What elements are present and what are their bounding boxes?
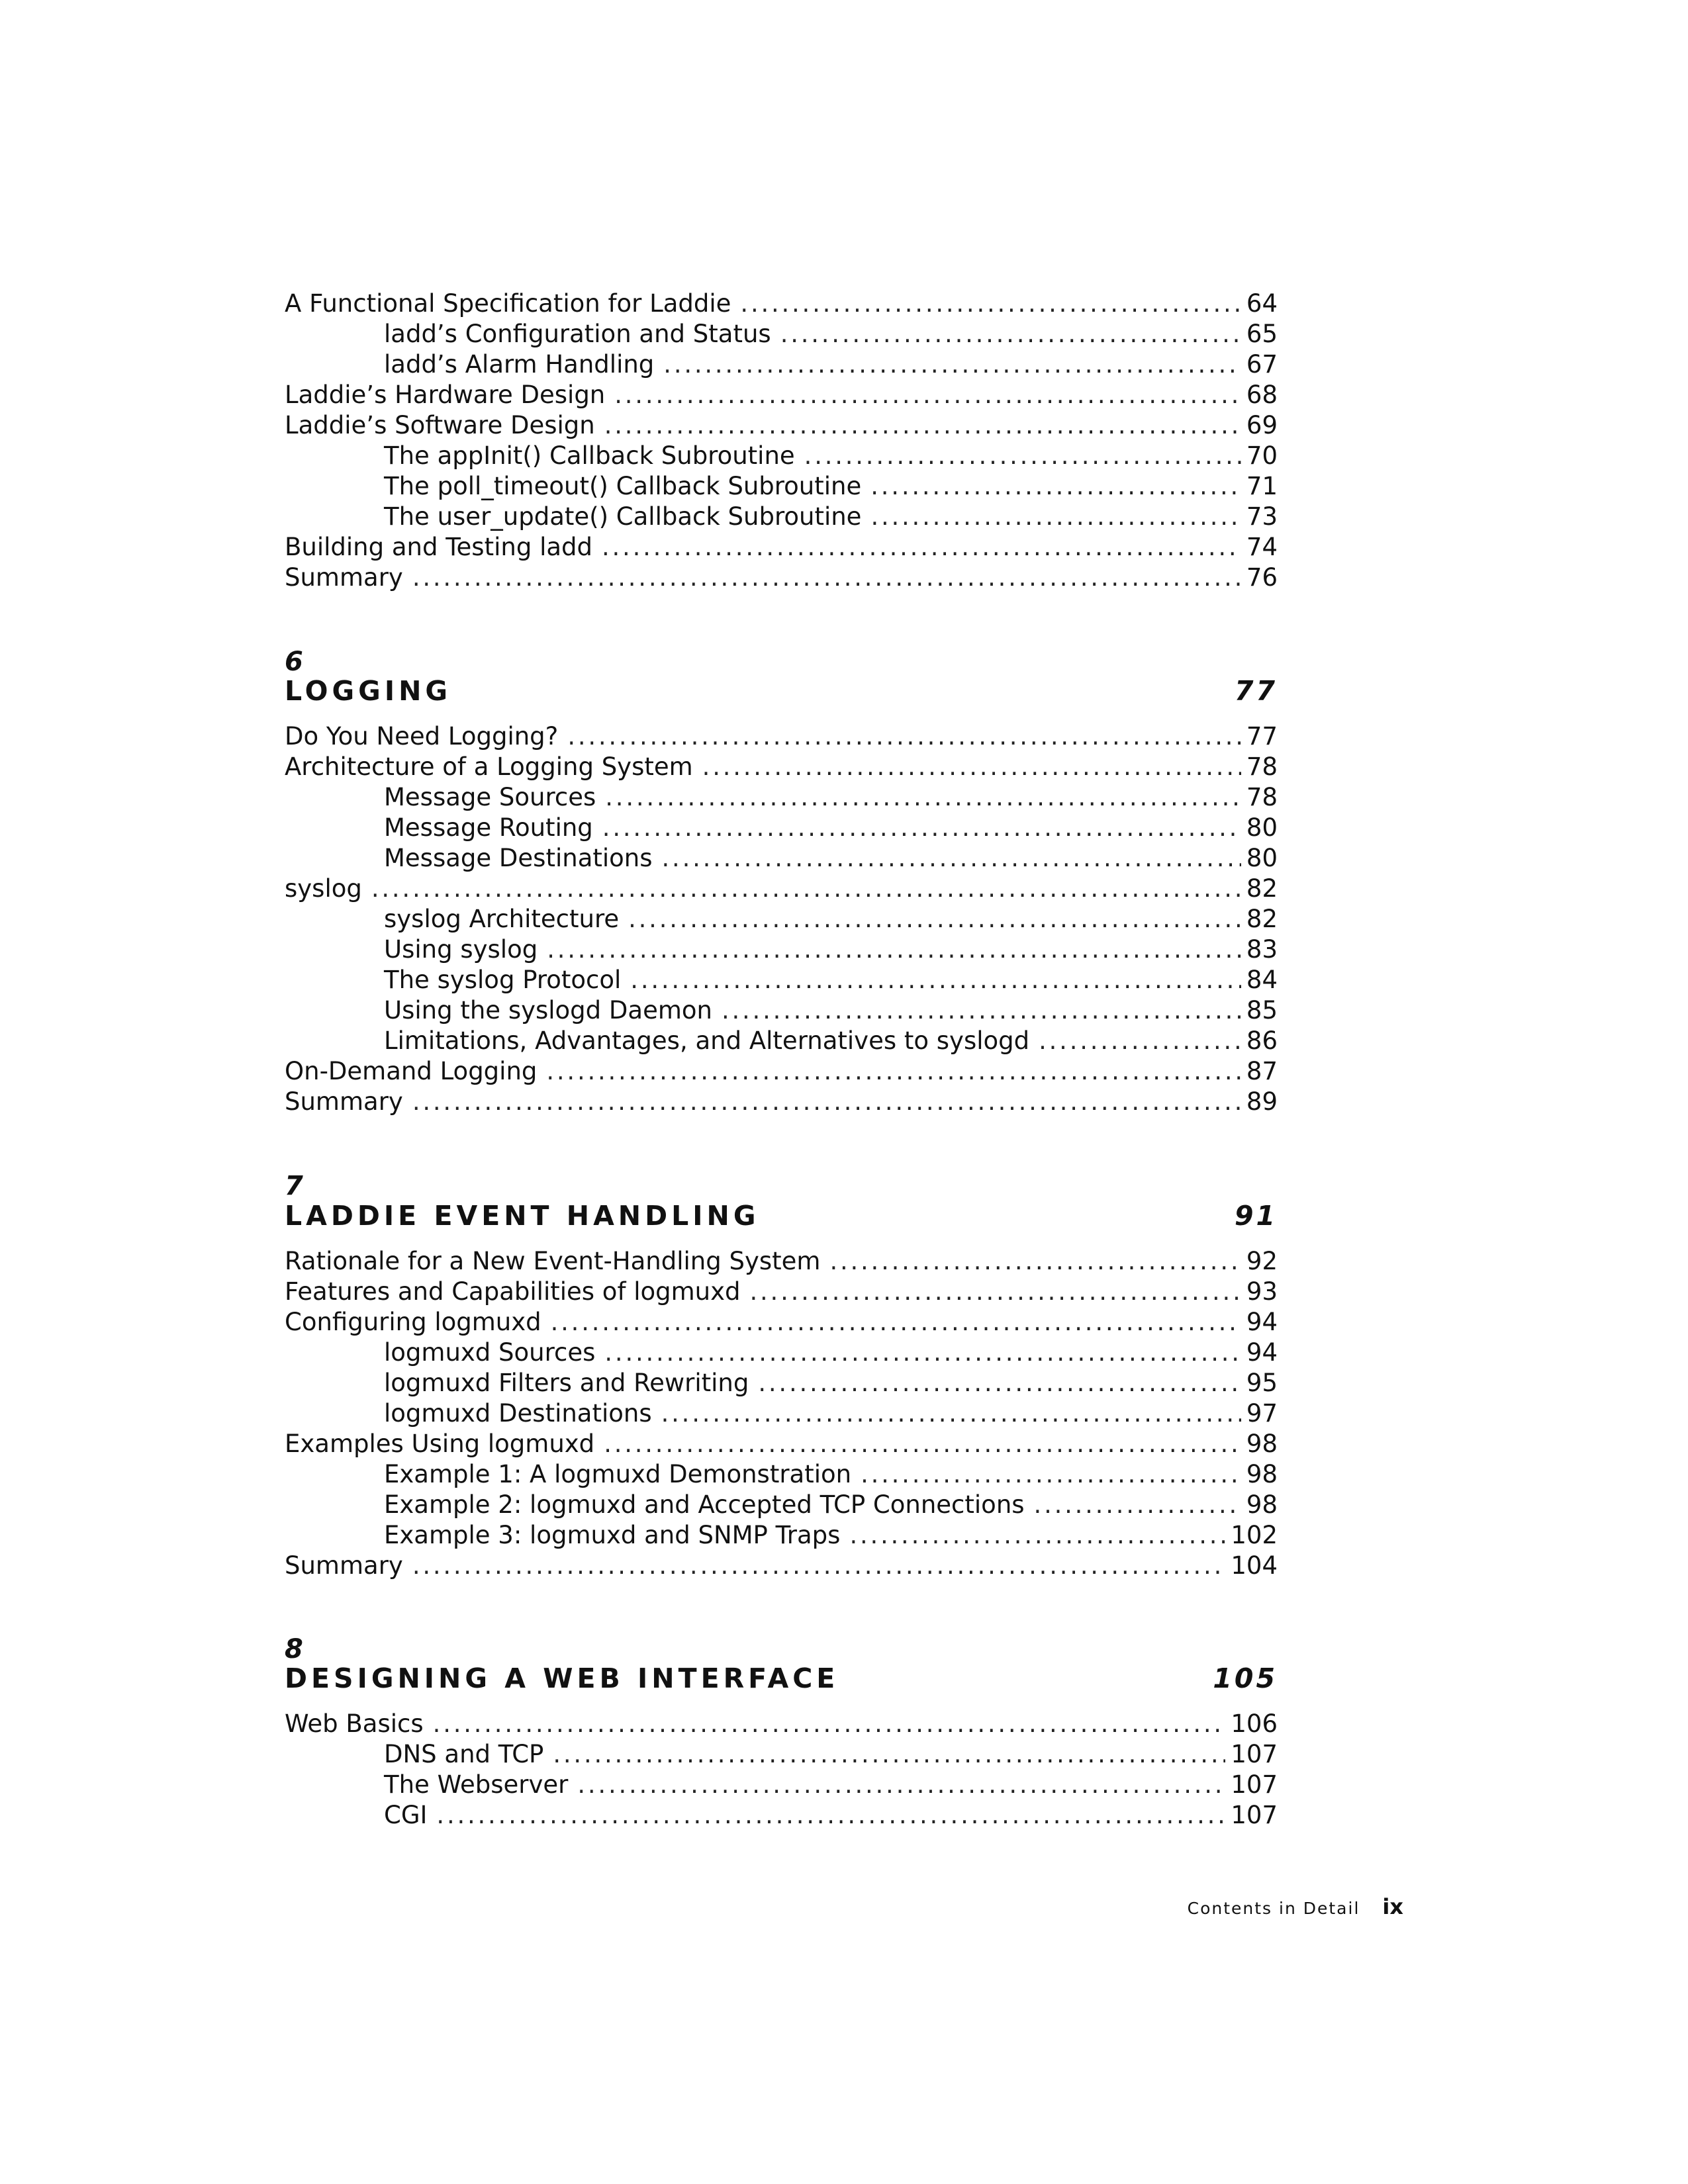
toc-entry-title: Examples Using logmuxd [285, 1430, 595, 1458]
toc-entry-page: 80 [1246, 813, 1278, 842]
chapter-number: 7 [285, 1171, 303, 1201]
toc-entry-page: 80 [1246, 844, 1278, 872]
toc-subentry[interactable] [285, 995, 1278, 1026]
dot-leader [602, 813, 1241, 843]
toc-entry-page: 97 [1246, 1399, 1278, 1428]
dot-leader [630, 965, 1241, 995]
toc-entry-title: DNS and TCP [384, 1740, 544, 1768]
toc-subentry[interactable] [285, 965, 1278, 995]
toc-entry-page: 67 [1246, 350, 1278, 379]
toc-entry-page: 74 [1246, 533, 1278, 561]
toc-entry[interactable] [285, 563, 1278, 593]
dot-leader [433, 1709, 1226, 1739]
toc-entry-title: Features and Capabilities of logmuxd [285, 1277, 741, 1306]
toc-entry-page: 85 [1246, 996, 1278, 1024]
dot-leader [758, 1368, 1241, 1398]
toc-entry-page: 82 [1246, 874, 1278, 903]
chapter-title: LOGGING [285, 675, 452, 707]
toc-subentry[interactable] [285, 782, 1278, 813]
toc-entry[interactable] [285, 752, 1278, 782]
toc-entry-page: 98 [1246, 1460, 1278, 1488]
toc-entry-title: Summary [285, 1087, 403, 1116]
toc-entry-page: 93 [1246, 1277, 1278, 1306]
chapter-heading [285, 1662, 1278, 1694]
toc-entry[interactable] [285, 1307, 1278, 1338]
toc-entry-page: 73 [1246, 502, 1278, 531]
chapter-heading [285, 675, 1278, 707]
toc-entry[interactable] [285, 410, 1278, 441]
toc-entry-title: Summary [285, 563, 403, 592]
dot-leader [604, 1338, 1241, 1368]
dot-leader [553, 1739, 1225, 1770]
toc-entry-title: syslog Architecture [384, 905, 620, 933]
toc-entry-title: CGI [384, 1801, 428, 1829]
toc-entry-page: 95 [1246, 1369, 1278, 1397]
toc-entry[interactable] [285, 874, 1278, 904]
dot-leader [605, 782, 1241, 813]
toc-entry-page: 71 [1246, 472, 1278, 500]
dot-leader [849, 1520, 1225, 1551]
toc-entry[interactable] [285, 1709, 1278, 1739]
toc-entry-title: Web Basics [285, 1709, 424, 1738]
chapter-title: DESIGNING A WEB INTERFACE [285, 1662, 839, 1694]
dot-leader [722, 995, 1241, 1026]
toc-entry-page: 107 [1231, 1770, 1278, 1799]
dot-leader [870, 471, 1241, 502]
dot-leader [614, 380, 1241, 410]
dot-leader [604, 1429, 1241, 1459]
toc-entry-page: 94 [1246, 1308, 1278, 1336]
toc-entry[interactable] [285, 1551, 1278, 1581]
toc-entry-title: The appInit() Callback Subroutine [384, 441, 795, 470]
chapter-page: 91 [1234, 1200, 1278, 1232]
toc-entry-page: 92 [1246, 1247, 1278, 1275]
toc-entry-page: 86 [1246, 1026, 1278, 1055]
toc-entry-title: Configuring logmuxd [285, 1308, 541, 1336]
page-footer [1125, 1894, 1403, 1919]
toc-subentry[interactable] [285, 934, 1278, 965]
toc-subentry[interactable] [285, 843, 1278, 874]
dot-leader [567, 721, 1241, 752]
toc-entry-page: 78 [1246, 752, 1278, 781]
toc-entry[interactable] [285, 1277, 1278, 1307]
toc-entry[interactable] [285, 1429, 1278, 1459]
toc-entry-title: Limitations, Advantages, and Alternatives to syslogd [384, 1026, 1030, 1055]
dot-leader [546, 1056, 1241, 1087]
toc-entry[interactable] [285, 1246, 1278, 1277]
toc-entry-page: 94 [1246, 1338, 1278, 1367]
toc-subentry[interactable] [285, 1368, 1278, 1398]
toc-entry-page: 83 [1246, 935, 1278, 964]
toc-subentry[interactable] [285, 1338, 1278, 1368]
toc-subentry[interactable] [285, 349, 1278, 380]
toc-entry-title: Summary [285, 1551, 403, 1580]
toc-subentry[interactable] [285, 441, 1278, 471]
toc-entry-title: Example 1: A logmuxd Demonstration [384, 1460, 852, 1488]
dot-leader [663, 349, 1241, 380]
toc-entry-page: 68 [1246, 381, 1278, 409]
toc-entry-page: 98 [1246, 1430, 1278, 1458]
toc-entry-title: Message Routing [384, 813, 593, 842]
toc-entry[interactable] [285, 1056, 1278, 1087]
toc-entry-title: On-Demand Logging [285, 1057, 538, 1085]
toc-subentry[interactable] [285, 813, 1278, 843]
chapter-entries [285, 1246, 1278, 1581]
toc-entry-title: logmuxd Filters and Rewriting [384, 1369, 749, 1397]
toc-entry-page: 77 [1246, 722, 1278, 751]
running-footer-label: Contents in Detail [1187, 1899, 1360, 1918]
toc-subentry[interactable] [285, 1520, 1278, 1551]
toc-entry[interactable] [285, 532, 1278, 563]
dot-leader [577, 1770, 1225, 1800]
toc-entry-page: 84 [1246, 966, 1278, 994]
toc-subentry[interactable] [285, 471, 1278, 502]
dot-leader [662, 843, 1241, 874]
toc-entry-page: 107 [1231, 1740, 1278, 1768]
toc-entry-title: Rationale for a New Event-Handling System [285, 1247, 821, 1275]
toc-entry-page: 78 [1246, 783, 1278, 811]
dot-leader [861, 1459, 1241, 1490]
dot-leader [702, 752, 1241, 782]
toc-entry-title: Laddie’s Software Design [285, 411, 595, 439]
toc-entry-title: Example 2: logmuxd and Accepted TCP Connections [384, 1490, 1025, 1519]
toc-entry-page: 69 [1246, 411, 1278, 439]
page-number: ix [1382, 1894, 1403, 1919]
dot-leader [740, 289, 1241, 319]
dot-leader [412, 1551, 1226, 1581]
toc-entry[interactable] [285, 721, 1278, 752]
toc-subentry[interactable] [285, 1026, 1278, 1056]
dot-leader [1034, 1490, 1241, 1520]
chapter-number: 8 [285, 1634, 303, 1664]
chapter-page: 105 [1213, 1662, 1278, 1694]
toc-entry-page: 106 [1231, 1709, 1278, 1738]
dot-leader [870, 502, 1241, 532]
toc-subentry[interactable] [285, 1490, 1278, 1520]
toc-entry[interactable] [285, 1087, 1278, 1117]
chapter-page: 77 [1234, 675, 1278, 707]
dot-leader [551, 1307, 1241, 1338]
toc-subentry[interactable] [285, 904, 1278, 934]
toc-entry-title: A Functional Specification for Laddie [285, 289, 731, 318]
toc-subentry[interactable] [285, 319, 1278, 349]
toc-entry[interactable] [285, 289, 1278, 319]
toc-subentry[interactable] [285, 1459, 1278, 1490]
toc-entry-page: 102 [1231, 1521, 1278, 1549]
toc-entry-page: 65 [1246, 320, 1278, 348]
toc-subentry[interactable] [285, 1398, 1278, 1429]
chapter-heading [285, 1200, 1278, 1232]
toc-entries-continued [285, 289, 1278, 593]
toc-entry-page: 70 [1246, 441, 1278, 470]
toc-entry-page: 82 [1246, 905, 1278, 933]
toc-entry-title: Example 3: logmuxd and SNMP Traps [384, 1521, 841, 1549]
chapter-entries [285, 1709, 1278, 1831]
toc-subentry[interactable] [285, 502, 1278, 532]
toc-entry-title: Message Sources [384, 783, 596, 811]
dot-leader [436, 1800, 1225, 1831]
toc-entry-title: Using the syslogd Daemon [384, 996, 712, 1024]
dot-leader [1039, 1026, 1241, 1056]
toc-entry-title: The poll_timeout() Callback Subroutine [384, 472, 862, 500]
toc-entry-title: ladd’s Alarm Handling [384, 350, 655, 379]
dot-leader [661, 1398, 1241, 1429]
toc-entry[interactable] [285, 380, 1278, 410]
toc-entry-page: 107 [1231, 1801, 1278, 1829]
toc-entry-title: The Webserver [384, 1770, 569, 1799]
chapter-number: 6 [285, 647, 303, 677]
toc-subentry[interactable] [285, 1800, 1278, 1831]
toc-entry-title: Using syslog [384, 935, 538, 964]
toc-entry-title: syslog [285, 874, 362, 903]
dot-leader [628, 904, 1241, 934]
toc-entry-title: Do You Need Logging? [285, 722, 559, 751]
toc-entry-page: 89 [1246, 1087, 1278, 1116]
toc-entry-title: Building and Testing ladd [285, 533, 592, 561]
dot-leader [804, 441, 1241, 471]
toc-entry-title: The user_update() Callback Subroutine [384, 502, 862, 531]
toc-entry-title: logmuxd Destinations [384, 1399, 652, 1428]
toc-entry-page: 98 [1246, 1490, 1278, 1519]
dot-leader [412, 1087, 1241, 1117]
dot-leader [780, 319, 1241, 349]
chapter-entries [285, 721, 1278, 1117]
toc-entry-page: 104 [1231, 1551, 1278, 1580]
toc-subentry[interactable] [285, 1770, 1278, 1800]
dot-leader [829, 1246, 1241, 1277]
dot-leader [602, 532, 1241, 563]
chapter-title: LADDIE EVENT HANDLING [285, 1200, 760, 1232]
toc-entry-page: 76 [1246, 563, 1278, 592]
dot-leader [750, 1277, 1241, 1307]
toc-entry-page: 64 [1246, 289, 1278, 318]
dot-leader [604, 410, 1241, 441]
toc-entry-page: 87 [1246, 1057, 1278, 1085]
toc-entry-title: ladd’s Configuration and Status [384, 320, 771, 348]
toc-entry-title: The syslog Protocol [384, 966, 622, 994]
toc-entry-title: Laddie’s Hardware Design [285, 381, 606, 409]
toc-entry-title: Message Destinations [384, 844, 653, 872]
toc-entry-title: logmuxd Sources [384, 1338, 596, 1367]
dot-leader [547, 934, 1241, 965]
dot-leader [412, 563, 1241, 593]
toc-subentry[interactable] [285, 1739, 1278, 1770]
dot-leader [371, 874, 1241, 904]
toc-entry-title: Architecture of a Logging System [285, 752, 693, 781]
